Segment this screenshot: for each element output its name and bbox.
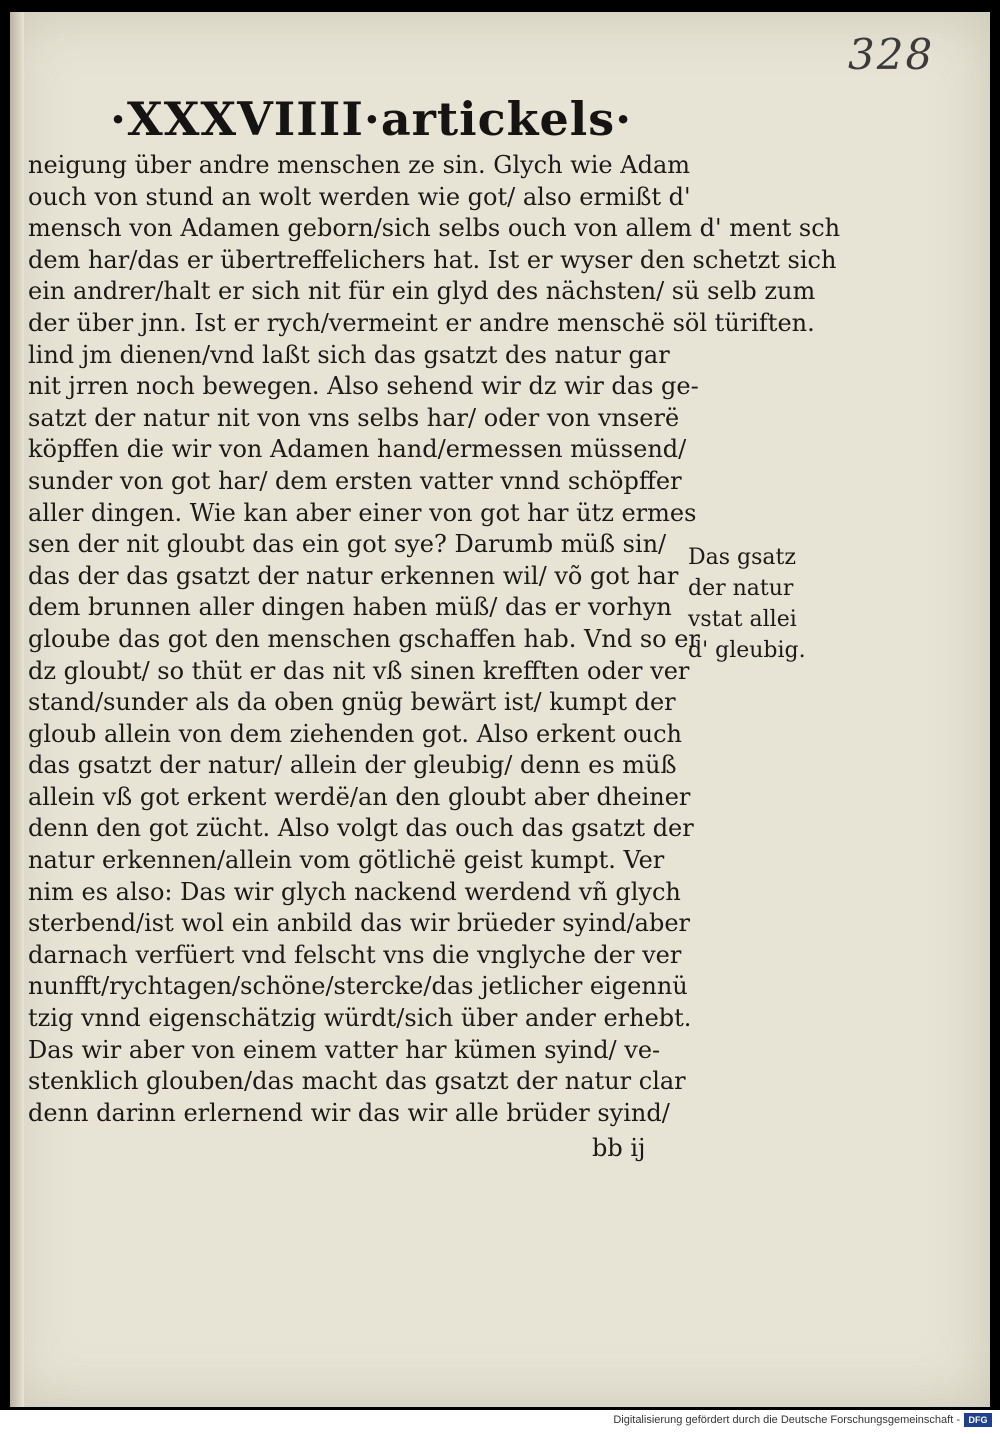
text-line: mensch von Adamen geborn/sich selbs ouch von allem d' ment sch: [28, 214, 841, 243]
text-line: dem har/das er übertreffelichers hat. Ist er wyser den schetzt sich: [28, 245, 837, 274]
text-line: ein andrer/halt er sich nit für ein glyd des nächsten/ sü selb zum: [28, 277, 816, 306]
text-line: allein vß got erkent werdë/an den gloubt aber dheiner: [28, 782, 691, 811]
text-line: stand/sunder als da oben gnüg bewärt ist/ kumpt der: [28, 688, 676, 717]
marginal-note-line: vstat allei: [688, 607, 797, 632]
text-line: denn darinn erlernend wir das wir alle brüder syind/: [28, 1098, 670, 1127]
text-line: sterbend/ist wol ein anbild das wir brüeder syind/aber: [28, 909, 691, 938]
catchword: bb ij: [592, 1134, 646, 1162]
text-line: darnach verfüert vnd felscht vns die vnglyche der ver: [28, 940, 682, 969]
credit-bar: [0, 1410, 1000, 1434]
dfg-logo-icon: DFG: [964, 1413, 992, 1427]
text-line: aller dingen. Wie kan aber einer von got har ütz ermes: [28, 498, 697, 527]
text-line: gloube das got den menschen gschaffen hab. Vnd so er: [28, 624, 700, 653]
text-line: sen der nit gloubt das ein got sye? Darumb müß sin/: [28, 530, 667, 559]
text-line: satzt der natur nit von vns selbs har/ oder von vnserë: [28, 403, 680, 432]
text-line: sunder von got har/ dem ersten vatter vnnd schöpffer: [28, 466, 682, 495]
text-line: stenklich glouben/das macht das gsatzt der natur clar: [28, 1067, 686, 1096]
text-line: Das wir aber von einem vatter har kümen syind/ ve-: [28, 1035, 661, 1064]
text-line: lind jm dienen/vnd laßt sich das gsatzt des natur gar: [28, 340, 670, 369]
text-line: tzig vnnd eigenschätzig würdt/sich über ander erhebt.: [28, 1004, 692, 1033]
folio-number: 328: [848, 30, 935, 79]
page-gutter-shadow: [10, 12, 24, 1407]
text-line: dem brunnen aller dingen haben müß/ das er vorhyn: [28, 593, 672, 622]
text-line: gloub allein von dem ziehenden got. Also erkent ouch: [28, 719, 682, 748]
running-head: ·XXXVIIII·artickels·: [110, 92, 633, 146]
text-line: neigung über andre menschen ze sin. Glych wie Adam: [28, 151, 691, 179]
digitization-credit: Digitalisierung gefördert durch die Deutsche Forschungsgemeinschaft -: [613, 1414, 960, 1426]
marginal-note-line: der natur: [688, 576, 794, 601]
marginal-note-line: Das gsatz: [688, 545, 796, 570]
text-line: köpffen die wir von Adamen hand/ermessen müssend/: [28, 435, 687, 464]
marginal-note-line: d' gleubig.: [688, 638, 806, 663]
text-line: das der das gsatzt der natur erkennen wil/ võ got har: [28, 561, 679, 590]
text-line: dz gloubt/ so thüt er das nit vß sinen krefften oder ver: [28, 656, 690, 685]
text-line: nunfft/rychtagen/schöne/stercke/das jetlicher eigennü: [28, 972, 688, 1001]
text-line: denn den got zücht. Also volgt das ouch das gsatzt der: [28, 814, 694, 843]
marginal-note: [688, 542, 828, 666]
text-line: der über jnn. Ist er rych/vermeint er andre menschë söl türiften.: [28, 308, 815, 337]
text-line: nit jrren noch bewegen. Also sehend wir dz wir das ge-: [28, 372, 699, 401]
text-line: ouch von stund an wolt werden wie got/ also ermißt d': [28, 182, 691, 211]
text-line: natur erkennen/allein vom götlichë geist kumpt. Ver: [28, 846, 665, 875]
text-line: das gsatzt der natur/ allein der gleubig/ denn es müß: [28, 751, 677, 780]
text-line: nim es also: Das wir glych nackend werdend vñ glych: [28, 877, 681, 906]
